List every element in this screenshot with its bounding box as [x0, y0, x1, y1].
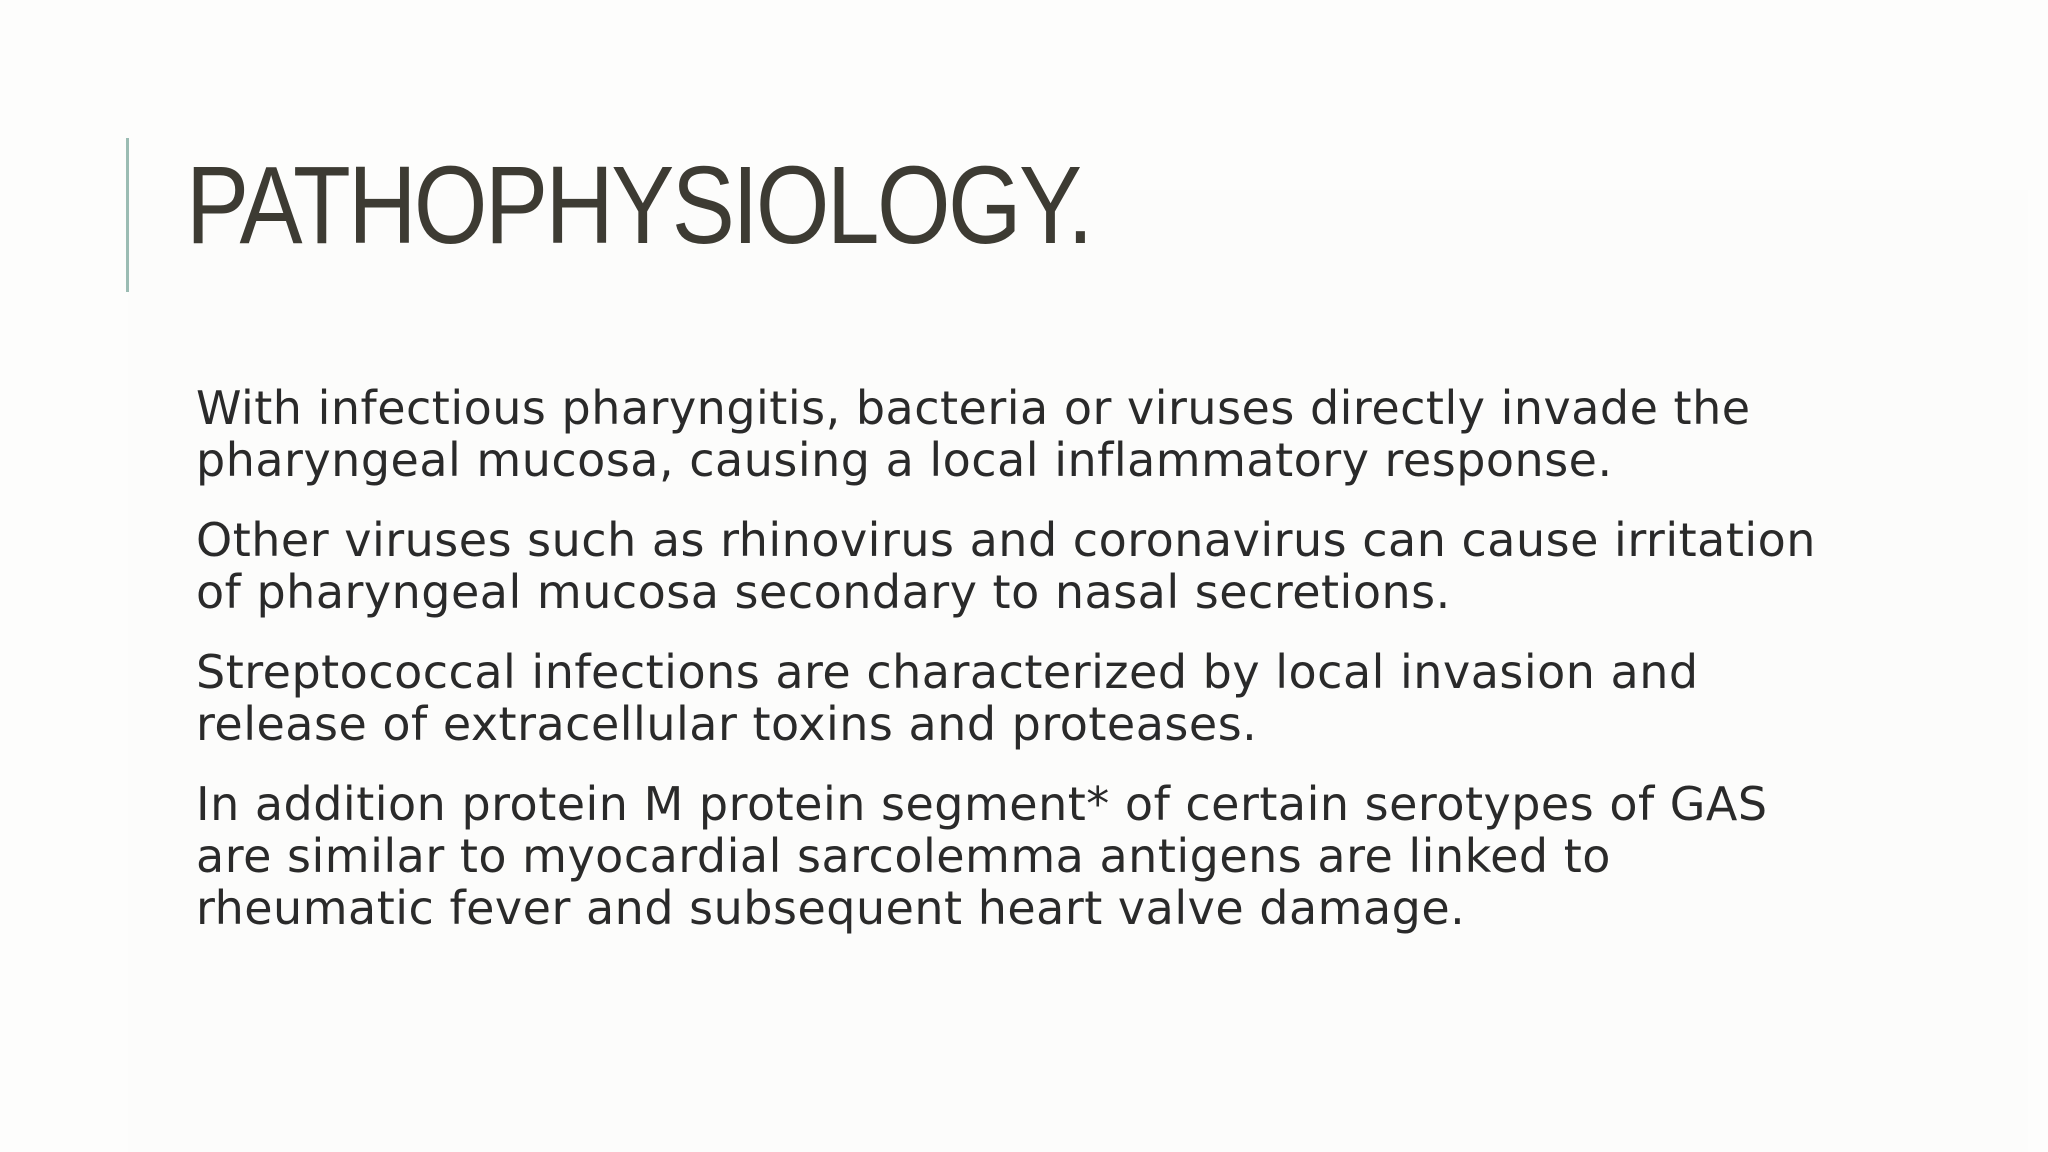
paragraph-line: pharyngeal mucosa, causing a local inflammatory response. — [196, 433, 1613, 487]
paragraph-line: In addition protein M protein segment* of certain serotypes of GAS — [196, 777, 1768, 831]
paragraph-line: With infectious pharyngitis, bacteria or viruses directly invade the — [196, 381, 1751, 435]
paragraph-line: of pharyngeal mucosa secondary to nasal secretions. — [196, 565, 1451, 619]
paragraph-line: Other viruses such as rhinovirus and coronavirus can cause irritation — [196, 513, 1816, 567]
paragraph-line: are similar to myocardial sarcolemma antigens are linked to — [196, 829, 1611, 883]
paragraph-protein-m — [196, 778, 1896, 934]
paragraph-line: rheumatic fever and subsequent heart valve damage. — [196, 881, 1466, 935]
paragraph-streptococcal-infections — [196, 646, 1896, 750]
slide-title: PATHOPHYSIOLOGY. — [186, 144, 1092, 267]
paragraph-line: Streptococcal infections are characterized by local invasion and — [196, 645, 1699, 699]
paragraph-infectious-pharyngitis — [196, 382, 1896, 486]
paragraph-other-viruses — [196, 514, 1896, 618]
title-accent-bar — [126, 138, 129, 292]
paragraph-line: release of extracellular toxins and proteases. — [196, 697, 1258, 751]
slide-body — [196, 382, 1896, 962]
